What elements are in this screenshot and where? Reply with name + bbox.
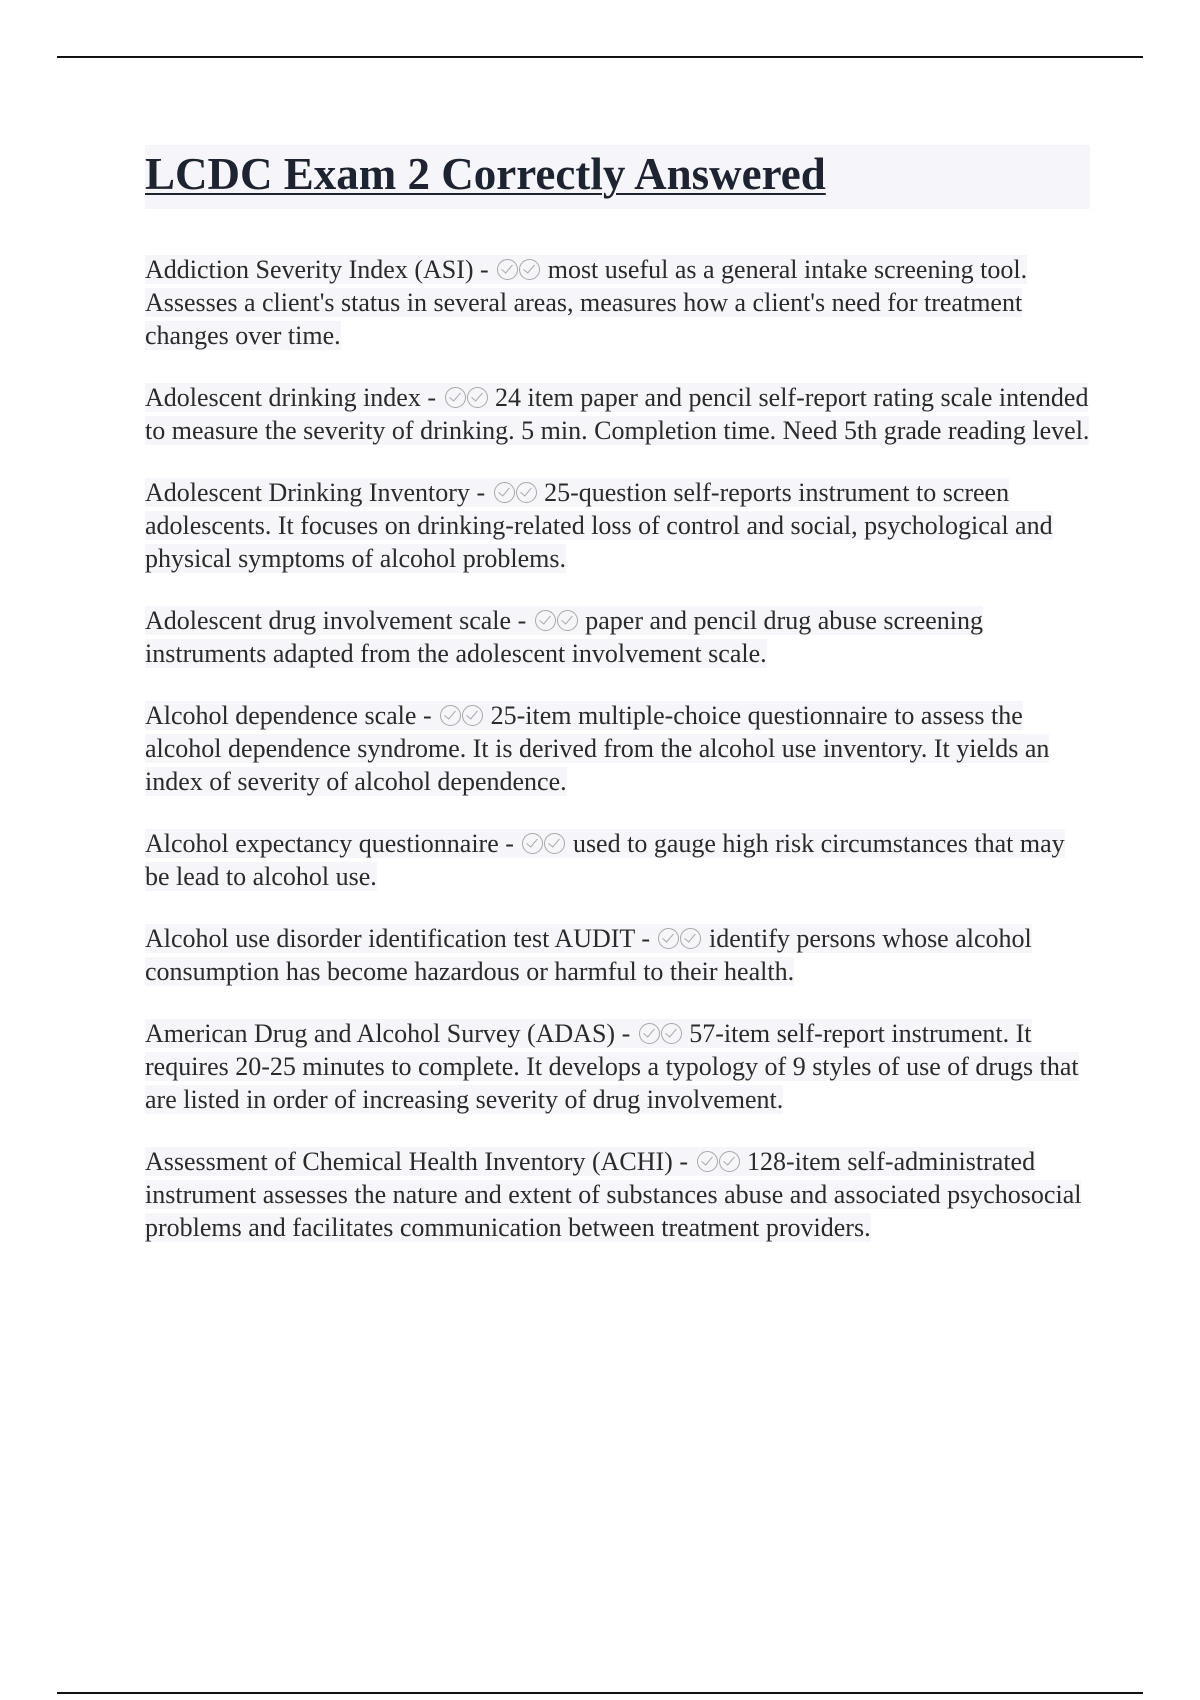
title-block [145, 145, 1090, 209]
double-check-circle-icon [496, 253, 540, 286]
list-item [145, 699, 1090, 798]
double-check-circle-icon [696, 1145, 740, 1178]
entry-separator: - [427, 383, 437, 412]
bottom-rule [57, 1692, 1143, 1694]
top-rule [57, 56, 1143, 58]
page-title: LCDC Exam 2 Correctly Answered [145, 149, 826, 199]
entry-definition: most useful as a general intake screening tool. Assesses a client's status in several areas, measures how a client's need for treatment changes over time. [145, 255, 1028, 350]
double-check-circle-icon [493, 476, 537, 509]
entry-definition: 57-item self-report instrument. It requires 20-25 minutes to complete. It develops a typology of 9 styles of use of drugs that are listed in order of increasing severity of drug involvement. [145, 1019, 1079, 1114]
entry-term: Adolescent drinking index [145, 383, 421, 412]
entry-separator: - [476, 478, 486, 507]
entry-definition: 128-item self-administrated instrument assesses the nature and extent of substances abuse and associated psychosocial problems and facilitates communication between treatment providers. [145, 1147, 1082, 1242]
entry-definition: paper and pencil drug abuse screening instruments adapted from the adolescent involvement scale. [145, 606, 984, 668]
entry-separator: - [480, 255, 489, 284]
list-item [145, 253, 1090, 352]
entry-definition: 25-question self-reports instrument to screen adolescents. It focuses on drinking-related loss of control and social, psychological and physical symptoms of alcohol problems. [145, 478, 1053, 573]
double-check-circle-icon [439, 699, 483, 732]
entry-definition: 25-item multiple-choice questionnaire to assess the alcohol dependence syndrome. It is derived from the alcohol use inventory. It yields an index of severity of alcohol dependence. [145, 701, 1050, 796]
entry-definition: used to gauge high risk circumstances that may be lead to alcohol use. [145, 829, 1065, 891]
document-body [145, 145, 1090, 1273]
entry-separator: - [505, 829, 514, 858]
list-item [145, 381, 1090, 447]
double-check-circle-icon [444, 381, 488, 414]
entry-term: Addiction Severity Index (ASI) [145, 255, 474, 284]
list-item [145, 1017, 1090, 1116]
list-item [145, 827, 1090, 893]
entry-term: Alcohol use disorder identification test AUDIT [145, 924, 635, 953]
entry-term: Adolescent drug involvement scale [145, 606, 512, 635]
list-item [145, 604, 1090, 670]
double-check-circle-icon [521, 827, 565, 860]
entry-separator: - [679, 1147, 688, 1176]
entry-term: American Drug and Alcohol Survey (ADAS) [145, 1019, 616, 1048]
entry-separator: - [517, 606, 527, 635]
entry-definition: identify persons whose alcohol consumption has become hazardous or harmful to their health. [145, 924, 1032, 986]
double-check-circle-icon [534, 604, 578, 637]
entry-term: Assessment of Chemical Health Inventory (ACHI) [145, 1147, 673, 1176]
entry-separator: - [641, 924, 650, 953]
double-check-circle-icon [638, 1017, 682, 1050]
list-item [145, 922, 1090, 988]
entry-separator: - [621, 1019, 631, 1048]
entry-list [145, 253, 1090, 1244]
entry-term: Alcohol dependence scale [145, 701, 417, 730]
double-check-circle-icon [657, 922, 701, 955]
entry-term: Alcohol expectancy questionnaire [145, 829, 499, 858]
entry-term: Adolescent Drinking Inventory [145, 478, 470, 507]
entry-definition: 24 item paper and pencil self-report rating scale intended to measure the severity of drinking. 5 min. Completion time. Need 5th grade reading level. [145, 383, 1090, 445]
list-item [145, 1145, 1090, 1244]
entry-separator: - [422, 701, 432, 730]
list-item [145, 476, 1090, 575]
